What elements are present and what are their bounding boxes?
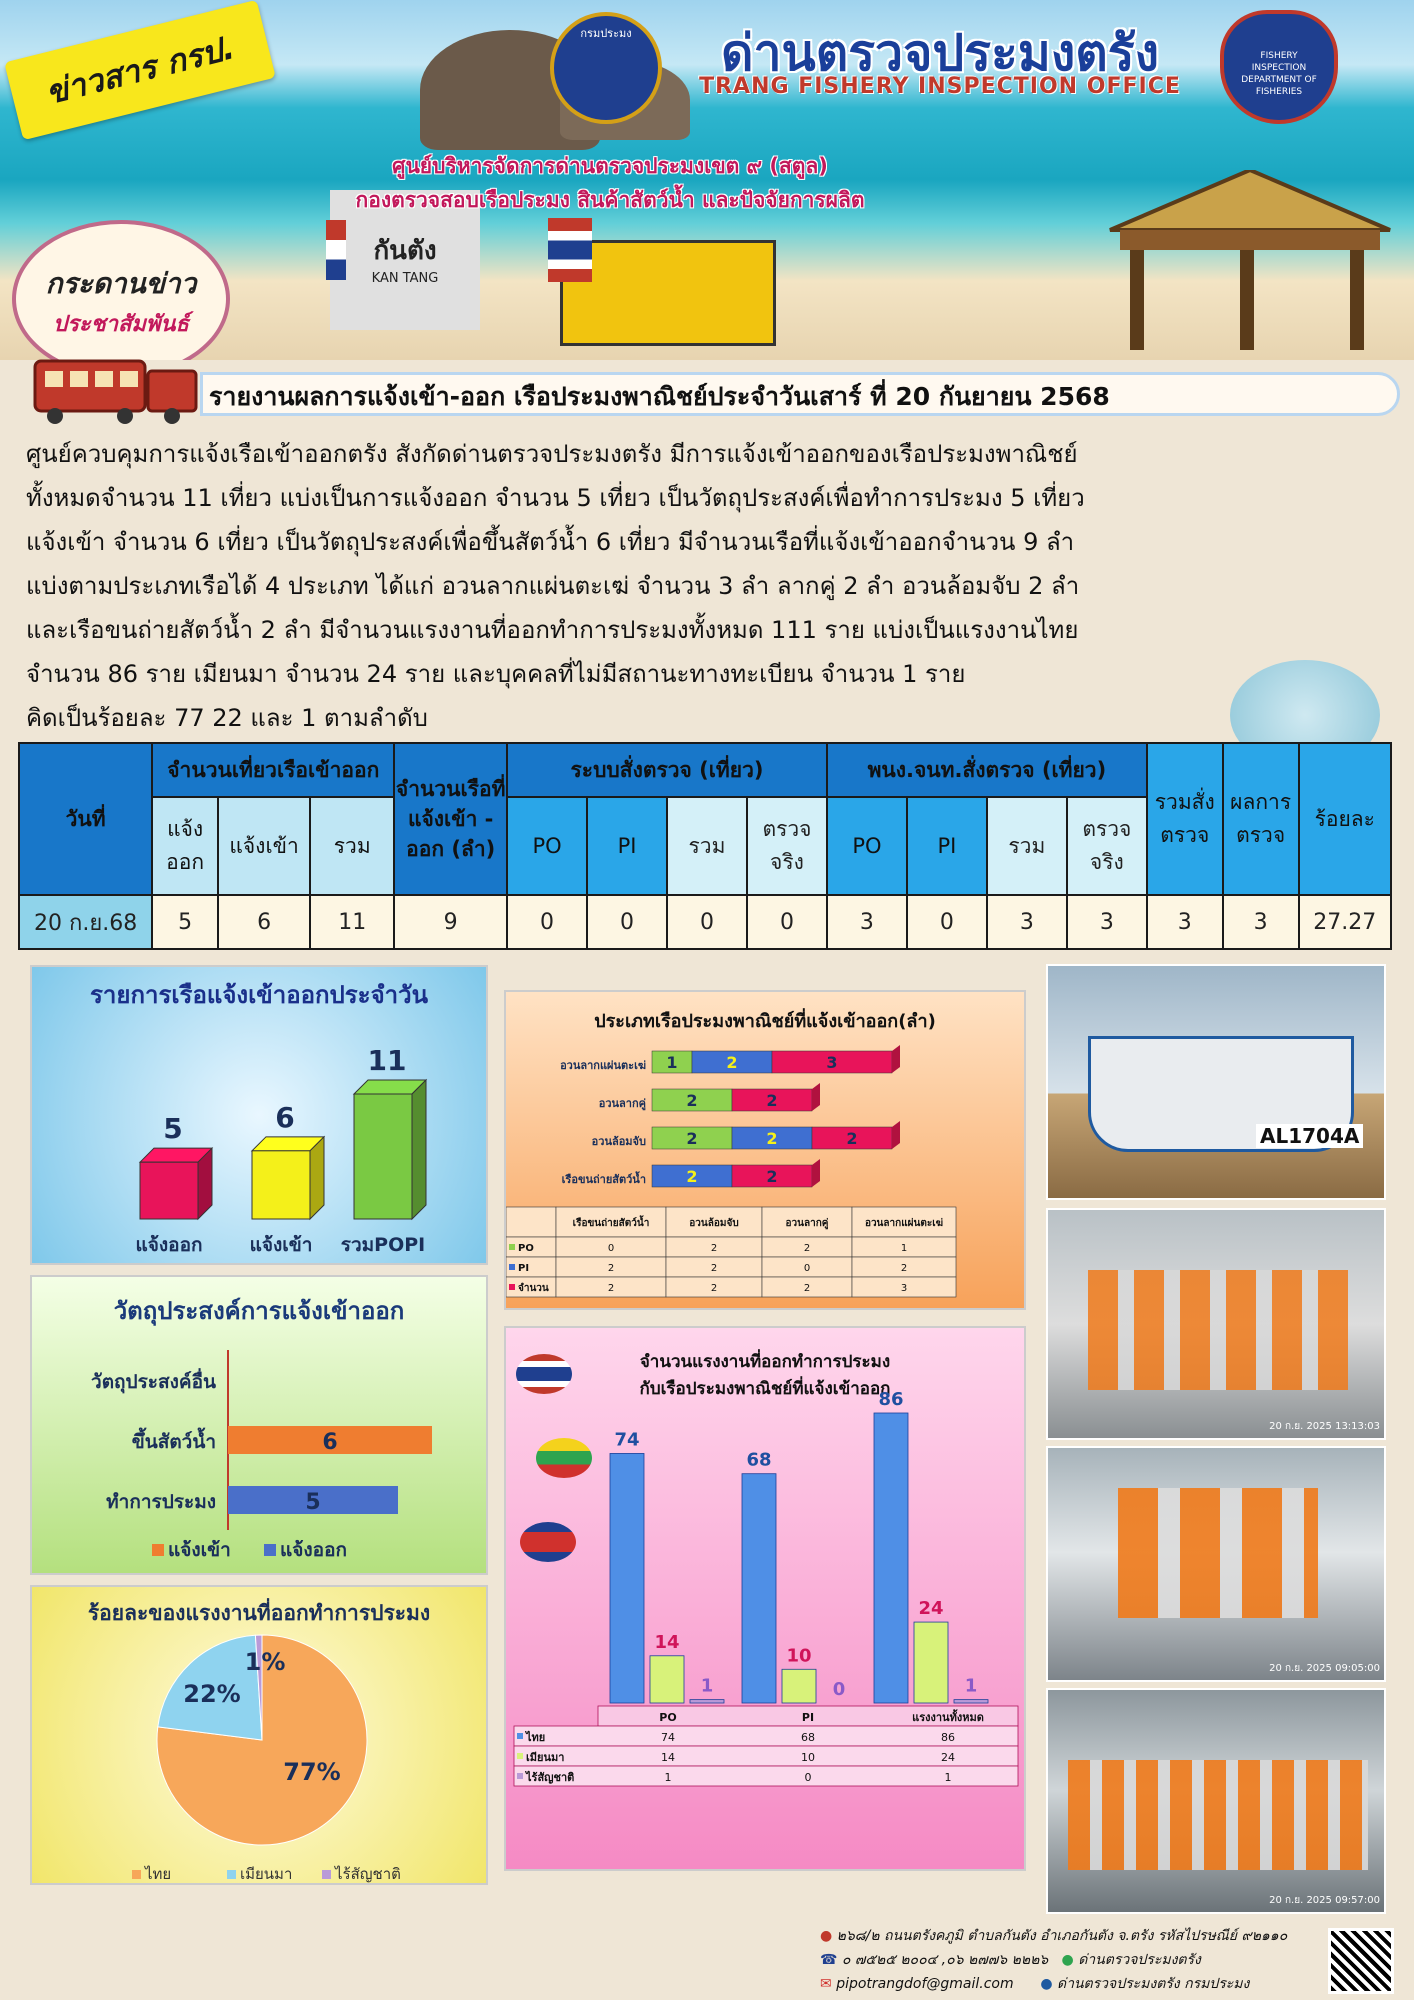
chart-title-2: กับเรือประมงพาณิชย์ที่แจ้งเข้าออก xyxy=(639,1379,891,1399)
labor-pie xyxy=(32,1630,486,1890)
bar-value-label: 2 xyxy=(686,1167,698,1186)
category-label: รวมPOPI xyxy=(340,1234,426,1256)
table-cell-value: 10 xyxy=(801,1751,815,1764)
bar-value-label: 6 xyxy=(322,1430,338,1455)
boat-registration: AL1704A xyxy=(1256,1124,1363,1148)
bar-value-label: 14 xyxy=(654,1631,680,1653)
table-row-label: จำนวน xyxy=(518,1283,549,1294)
pr-board-badge xyxy=(12,220,230,360)
bar-value-label: 5 xyxy=(305,1490,321,1515)
bar xyxy=(354,1094,412,1219)
category-label: ขึ้นสัตว์น้ำ xyxy=(131,1431,216,1453)
th-real: ตรวจจริง xyxy=(747,797,827,895)
th-system-order: ระบบสั่งตรวจ (เที่ยว) xyxy=(507,743,827,797)
crew-life-vests xyxy=(1118,1488,1318,1618)
cell: 11 xyxy=(310,895,394,949)
table-cell-value: 2 xyxy=(710,1263,718,1274)
slice-label: 22% xyxy=(183,1680,241,1708)
legend-swatch xyxy=(509,1284,515,1290)
table-cell-value: 0 xyxy=(804,1771,812,1784)
table-header-label: อวนลากแผ่นตะเฆ่ xyxy=(864,1218,944,1229)
bar-value-label: 74 xyxy=(614,1429,640,1451)
th-sum: รวม xyxy=(987,797,1067,895)
bar xyxy=(650,1656,684,1703)
bar-end-cap xyxy=(892,1121,900,1149)
thai-flag-icon xyxy=(326,220,346,280)
daily-boat-bars xyxy=(32,1014,486,1264)
sign-th: กันตัง xyxy=(373,236,437,266)
cell: 3 xyxy=(1147,895,1223,949)
legend-swatch xyxy=(517,1773,523,1779)
table-cell-value: 2 xyxy=(607,1283,615,1294)
office-title-th: ด่านตรวจประมงตรัง xyxy=(721,24,1159,82)
email[interactable]: pipotrangdof@gmail.com xyxy=(836,1976,1014,1992)
cell: 0 xyxy=(587,895,667,949)
cell: 0 xyxy=(507,895,587,949)
crew-photo-3 xyxy=(1046,1688,1386,1914)
table-cell-value: 0 xyxy=(803,1263,811,1274)
bar-value-label: 2 xyxy=(686,1129,698,1148)
bar xyxy=(874,1413,908,1703)
bar-side xyxy=(310,1137,324,1219)
table-header-label: แรงงานทั้งหมด xyxy=(912,1711,984,1724)
legend-swatch xyxy=(517,1733,523,1739)
summary-line: แบ่งตามประเภทเรือได้ 4 ประเภท ได้แก่ อวนลากแผ่นตะเฆ่ จำนวน 3 ลำ ลากคู่ 2 ลำ อวนล้อมจับ 2 ลำ xyxy=(26,572,1080,600)
legend-label: เมียนมา xyxy=(240,1865,293,1883)
bar-end-cap xyxy=(812,1083,820,1111)
pavilion-illustration xyxy=(1090,170,1410,350)
labor-count-bars xyxy=(506,1388,1024,1868)
category-label: แจ้งเข้า xyxy=(249,1234,313,1256)
category-label: อวนลากคู่ xyxy=(598,1097,646,1110)
photo-timestamp: 20 ก.ย. 2025 13:13:03 xyxy=(1269,1421,1380,1432)
fishery-inspection-logo-icon xyxy=(1220,10,1338,124)
bar xyxy=(742,1474,776,1703)
th-result: ผลการตรวจ xyxy=(1223,743,1299,895)
table-cell-value: 1 xyxy=(664,1771,672,1784)
summary-line: ศูนย์ควบคุมการแจ้งเรือเข้าออกตรัง สังกัดด่านตรวจประมงตรัง มีการแจ้งเข้าออกของเรือประมงพาณิชย์ xyxy=(26,440,1078,468)
legend-swatch xyxy=(264,1544,276,1556)
crew-photo-1 xyxy=(1046,1208,1386,1440)
th-percent: ร้อยละ xyxy=(1299,743,1391,895)
news-tag-label: ข่าวสาร กรป. xyxy=(41,28,239,112)
table-header-label: อวนล้อมจับ xyxy=(689,1218,739,1229)
table-cell-value: 2 xyxy=(803,1243,811,1254)
bar-value-label: 2 xyxy=(766,1129,778,1148)
slice-label: 1% xyxy=(244,1648,286,1676)
bar-value-label: 2 xyxy=(686,1091,698,1110)
summary-line: ทั้งหมดจำนวน 11 เที่ยว แบ่งเป็นการแจ้งออก จำนวน 5 เที่ยว เป็นวัตถุประสงค์เพื่อทำการประมง 5 เที่ยว xyxy=(26,484,1085,512)
legend-swatch xyxy=(152,1544,164,1556)
th-pi: PI xyxy=(587,797,667,895)
phone-row xyxy=(820,1948,1287,1972)
sign-en: KAN TANG xyxy=(371,271,439,286)
table-header-label: เรือขนถ่ายสัตว์น้ำ xyxy=(572,1218,650,1229)
right-logo-text: FISHERY INSPECTION DEPARTMENT OF FISHERIES xyxy=(1241,51,1317,97)
crew-life-vests xyxy=(1068,1760,1368,1870)
chart-title: วัตถุประสงค์การแจ้งเข้าออก xyxy=(113,1297,405,1325)
table-row xyxy=(19,895,1391,949)
table-row-label: ไร้สัญชาติ xyxy=(526,1771,575,1784)
slice-label: 77% xyxy=(283,1758,341,1786)
bar-value-label: 1 xyxy=(700,1675,714,1697)
th-total-order: รวมสั่งตรวจ xyxy=(1147,743,1223,895)
cell: 3 xyxy=(827,895,907,949)
bar xyxy=(914,1622,948,1703)
table-header-label: อวนลากคู่ xyxy=(785,1218,829,1229)
category-label: ทำการประมง xyxy=(106,1491,216,1513)
th-in: แจ้งเข้า xyxy=(218,797,310,895)
dof-logo-icon xyxy=(550,12,662,124)
bar-value-label: 2 xyxy=(846,1129,858,1148)
phone: ๐ ๗๕๒๕ ๒๐๐๔ ,๐๖ ๒๗๗๖ ๒๒๒๖ xyxy=(841,1952,1049,1968)
summary-line: จำนวน 86 ราย เมียนมา จำนวน 24 ราย และบุคคลที่ไม่มีสถานะทางทะเบียน จำนวน 1 ราย xyxy=(26,660,966,688)
bar xyxy=(954,1700,988,1703)
header-banner xyxy=(0,0,1414,360)
table-cell-value: 0 xyxy=(607,1243,615,1254)
th-real: ตรวจจริง xyxy=(1067,797,1147,895)
table-row-label: PO xyxy=(518,1243,534,1254)
boat-type-chart xyxy=(504,990,1026,1310)
category-label: วัตถุประสงค์อื่น xyxy=(91,1371,216,1393)
chart-title: ร้อยละของแรงงานที่ออกทำการประมง xyxy=(87,1601,431,1625)
th-po: PO xyxy=(507,797,587,895)
qr-code-icon[interactable] xyxy=(1328,1928,1394,1994)
bar-value-label: 86 xyxy=(878,1389,904,1410)
table-row-label: PI xyxy=(518,1263,530,1274)
bar xyxy=(782,1669,816,1703)
legend-swatch xyxy=(227,1870,236,1879)
summary-line: และเรือขนถ่ายสัตว์น้ำ 2 ลำ มีจำนวนแรงงานที่ออกทำการประมงทั้งหมด 111 ราย แบ่งเป็นแรงงานไทย xyxy=(26,616,1079,644)
summary-line: แจ้งเข้า จำนวน 6 เที่ยว เป็นวัตถุประสงค์เพื่อขึ้นสัตว์น้ำ 6 เที่ยว มีจำนวนเรือที่แจ้งเข้าออกจำนวน 9 ลำ xyxy=(26,528,1075,556)
bar xyxy=(610,1453,644,1703)
bar-value-label: 1 xyxy=(964,1675,978,1697)
cell: 0 xyxy=(747,895,827,949)
report-headline: รายงานผลการแจ้งเข้า-ออก เรือประมงพาณิชย์ประจำวันเสาร์ ที่ 20 กันยายน 2568 xyxy=(200,372,1400,416)
purpose-chart xyxy=(30,1275,488,1575)
location-pin-icon: ● xyxy=(820,1928,833,1944)
table-cell-value: 1 xyxy=(900,1243,908,1254)
cell: 9 xyxy=(394,895,507,949)
bar xyxy=(252,1151,310,1219)
category-label: อวนลากแผ่นตะเฆ่ xyxy=(560,1059,646,1072)
th-boats: จำนวนเรือที่แจ้งเข้า - ออก (ลำ) xyxy=(394,743,507,895)
chart-title-1: จำนวนแรงงานที่ออกทำการประมง xyxy=(639,1352,891,1372)
thai-flag-icon xyxy=(548,218,592,282)
bar-value-label: 68 xyxy=(746,1449,772,1471)
line-icon: ● xyxy=(1061,1952,1074,1968)
bar-value-label: 1 xyxy=(666,1053,678,1072)
facebook-icon: ● xyxy=(1040,1976,1053,1992)
th-sum: รวม xyxy=(667,797,747,895)
org-line-1: ศูนย์บริหารจัดการด่านตรวจประมงเขต ๙ (สตูล) xyxy=(392,154,828,178)
cell: 27.27 xyxy=(1299,895,1391,949)
table-cell-value: 2 xyxy=(607,1263,615,1274)
bar-value-label: 10 xyxy=(786,1645,812,1667)
table-header-label: PI xyxy=(801,1711,815,1724)
table-cell-value: 3 xyxy=(900,1283,908,1294)
boat-photo xyxy=(1046,964,1386,1200)
th-out: แจ้งออก xyxy=(152,797,218,895)
category-label: แจ้งออก xyxy=(135,1234,203,1256)
category-label: อวนล้อมจับ xyxy=(591,1135,646,1148)
board-line-2: ประชาสัมพันธ์ xyxy=(53,312,189,337)
bar-value-label: 5 xyxy=(163,1112,183,1146)
th-officer-order: พนง.จนท.สั่งตรวจ (เที่ยว) xyxy=(827,743,1147,797)
table-row xyxy=(514,1766,1018,1786)
left-logo-text: กรมประมง xyxy=(580,27,632,40)
crew-life-vests xyxy=(1088,1270,1348,1390)
line-account: ด่านตรวจประมงตรัง xyxy=(1078,1952,1201,1968)
bar-end-cap xyxy=(812,1159,820,1187)
table-header-label: PO xyxy=(659,1711,677,1724)
legend-label: แจ้งออก xyxy=(280,1539,347,1561)
th-date: วันที่ xyxy=(19,743,152,895)
inspection-table xyxy=(18,742,1392,950)
bar-value-label: 11 xyxy=(367,1044,407,1077)
legend-swatch xyxy=(509,1264,515,1270)
summary-text xyxy=(26,432,1396,740)
table-cell-value: 68 xyxy=(801,1731,815,1744)
cell: 6 xyxy=(218,895,310,949)
address-row xyxy=(820,1924,1287,1948)
train-engine xyxy=(560,240,776,346)
th-trips: จำนวนเที่ยวเรือเข้าออก xyxy=(152,743,394,797)
cell: 3 xyxy=(1223,895,1299,949)
news-tag xyxy=(4,0,276,140)
photo-timestamp: 20 ก.ย. 2025 09:57:00 xyxy=(1269,1895,1380,1906)
email-row xyxy=(820,1972,1287,1996)
labor-count-chart xyxy=(504,1326,1026,1871)
table-cell-value: 2 xyxy=(803,1283,811,1294)
bar-value-label: 0 xyxy=(832,1679,846,1700)
legend-swatch xyxy=(509,1244,515,1250)
table-cell-value: 86 xyxy=(941,1731,955,1744)
bar-value-label: 2 xyxy=(766,1091,778,1110)
legend-swatch xyxy=(132,1870,141,1879)
bar-value-label: 2 xyxy=(726,1053,738,1072)
train-icon xyxy=(30,346,200,426)
cell: 3 xyxy=(987,895,1067,949)
boat-type-bars xyxy=(506,1035,1024,1315)
bar-value-label: 3 xyxy=(826,1053,838,1072)
bar xyxy=(140,1162,198,1219)
org-line-2: กองตรวจสอบเรือประมง สินค้าสัตว์น้ำ และปัจจัยการผลิต xyxy=(355,188,865,212)
cell: 0 xyxy=(667,895,747,949)
contact-info xyxy=(820,1924,1287,1996)
legend-label: แจ้งเข้า xyxy=(168,1539,231,1561)
cell: 3 xyxy=(1067,895,1147,949)
phone-icon: ☎ xyxy=(820,1952,838,1968)
table-cell-value: 74 xyxy=(661,1731,675,1744)
category-label: เรือขนถ่ายสัตว์น้ำ xyxy=(561,1173,646,1186)
table-row-label: เมียนมา xyxy=(526,1751,565,1764)
bar xyxy=(690,1700,724,1703)
th-sum: รวม xyxy=(310,797,394,895)
purpose-bars xyxy=(32,1330,486,1570)
summary-line: คิดเป็นร้อยละ 77 22 และ 1 ตามลำดับ xyxy=(26,704,428,732)
bar-end-cap xyxy=(892,1045,900,1073)
table-cell-value: 2 xyxy=(710,1283,718,1294)
th-pi: PI xyxy=(907,797,987,895)
cell: 0 xyxy=(907,895,987,949)
table-cell-value: 2 xyxy=(900,1263,908,1274)
chart-title: ประเภทเรือประมงพาณิชย์ที่แจ้งเข้าออก(ลำ) xyxy=(594,1011,936,1032)
table-cell-value: 14 xyxy=(661,1751,675,1764)
office-title-en: TRANG FISHERY INSPECTION OFFICE xyxy=(699,74,1181,99)
legend-swatch xyxy=(517,1753,523,1759)
table-cell-value: 1 xyxy=(944,1771,952,1784)
facebook-page[interactable]: ด่านตรวจประมงตรัง กรมประมง xyxy=(1057,1976,1250,1992)
bar-value-label: 6 xyxy=(275,1100,295,1134)
labor-percent-chart xyxy=(30,1585,488,1885)
chart-title: รายการเรือแจ้งเข้าออกประจำวัน xyxy=(90,981,428,1009)
cell: 5 xyxy=(152,895,218,949)
table-row-label: ไทย xyxy=(526,1731,546,1744)
table-cell-value: 24 xyxy=(941,1751,955,1764)
bar-value-label: 24 xyxy=(918,1598,944,1620)
table-header-cell xyxy=(506,1207,556,1237)
daily-boat-chart xyxy=(30,965,488,1265)
email-icon: ✉ xyxy=(820,1976,832,1992)
board-line-1: กระดานข่าว xyxy=(45,267,197,300)
bar-side xyxy=(412,1080,426,1219)
crew-photo-2 xyxy=(1046,1446,1386,1682)
legend-swatch xyxy=(322,1870,331,1879)
legend-label: ไร้สัญชาติ xyxy=(335,1865,401,1883)
legend-label: ไทย xyxy=(145,1865,172,1883)
cell-date: 20 ก.ย.68 xyxy=(19,895,152,949)
bar-value-label: 2 xyxy=(766,1167,778,1186)
th-po: PO xyxy=(827,797,907,895)
address: ๒๖๘/๒ ถนนตรังคภูมิ ตำบลกันตัง อำเภอกันตัง จ.ตรัง รหัสไปรษณีย์ ๙๒๑๑๐ xyxy=(836,1928,1288,1944)
table-cell-value: 2 xyxy=(710,1243,718,1254)
photo-timestamp: 20 ก.ย. 2025 09:05:00 xyxy=(1269,1663,1380,1674)
